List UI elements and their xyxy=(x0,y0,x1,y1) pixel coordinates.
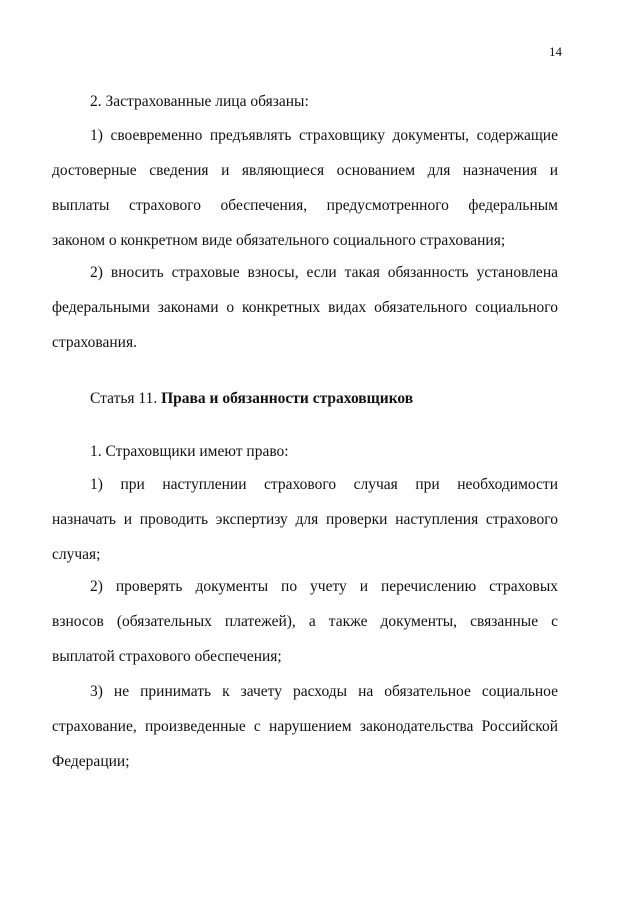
article-label: Статья 11. xyxy=(90,390,158,407)
insured-obligations-heading xyxy=(52,84,558,119)
paragraph-line: 1. Страховщики имеют право: xyxy=(90,443,289,460)
article-11-item-3 xyxy=(52,674,558,779)
article-11-item-1 xyxy=(52,467,558,572)
paragraph-line: назначать и проводить экспертизу для проверки наступления страхового xyxy=(52,511,558,528)
paragraph-line: Федерации; xyxy=(52,753,130,770)
paragraph-line: законом о конкретном виде обязательного социального страхования; xyxy=(52,232,506,249)
insured-obligations-item-2 xyxy=(52,255,558,360)
paragraph-line: выплатой страхового обеспечения; xyxy=(52,648,282,665)
paragraph-line: 2) вносить страховые взносы, если такая обязанность установлена xyxy=(90,264,558,281)
article-11-clause-1 xyxy=(52,434,558,469)
page-number: 14 xyxy=(549,44,562,59)
paragraph-line: страхование, произведенные с нарушением законодательства Российской xyxy=(52,718,558,735)
paragraph-line: 1) своевременно предъявлять страховщику документы, содержащие xyxy=(90,127,558,144)
article-heading-line xyxy=(52,381,558,416)
paragraph-line: федеральными законами о конкретных видах обязательного социального xyxy=(52,299,558,316)
paragraph-line: взносов (обязательных платежей), а также документы, связанные с xyxy=(52,613,558,630)
paragraph-line: 2) проверять документы по учету и перечислению страховых xyxy=(90,578,558,595)
paragraph-line: выплаты страхового обеспечения, предусмотренного федеральным xyxy=(52,197,558,214)
paragraph-line: 3) не принимать к зачету расходы на обязательное социальное xyxy=(90,683,558,700)
paragraph-line: 2. Застрахованные лица обязаны: xyxy=(90,93,309,110)
article-title: Права и обязанности страховщиков xyxy=(161,390,414,407)
insured-obligations-item-1 xyxy=(52,118,558,258)
article-11-heading xyxy=(52,381,558,416)
article-11-item-2 xyxy=(52,569,558,674)
paragraph-line: страхования. xyxy=(52,334,137,351)
paragraph-line: случая; xyxy=(52,546,101,563)
paragraph-line: достоверные сведения и являющиеся основанием для назначения и xyxy=(52,162,558,179)
paragraph-line: 1) при наступлении страхового случая при необходимости xyxy=(90,476,558,493)
